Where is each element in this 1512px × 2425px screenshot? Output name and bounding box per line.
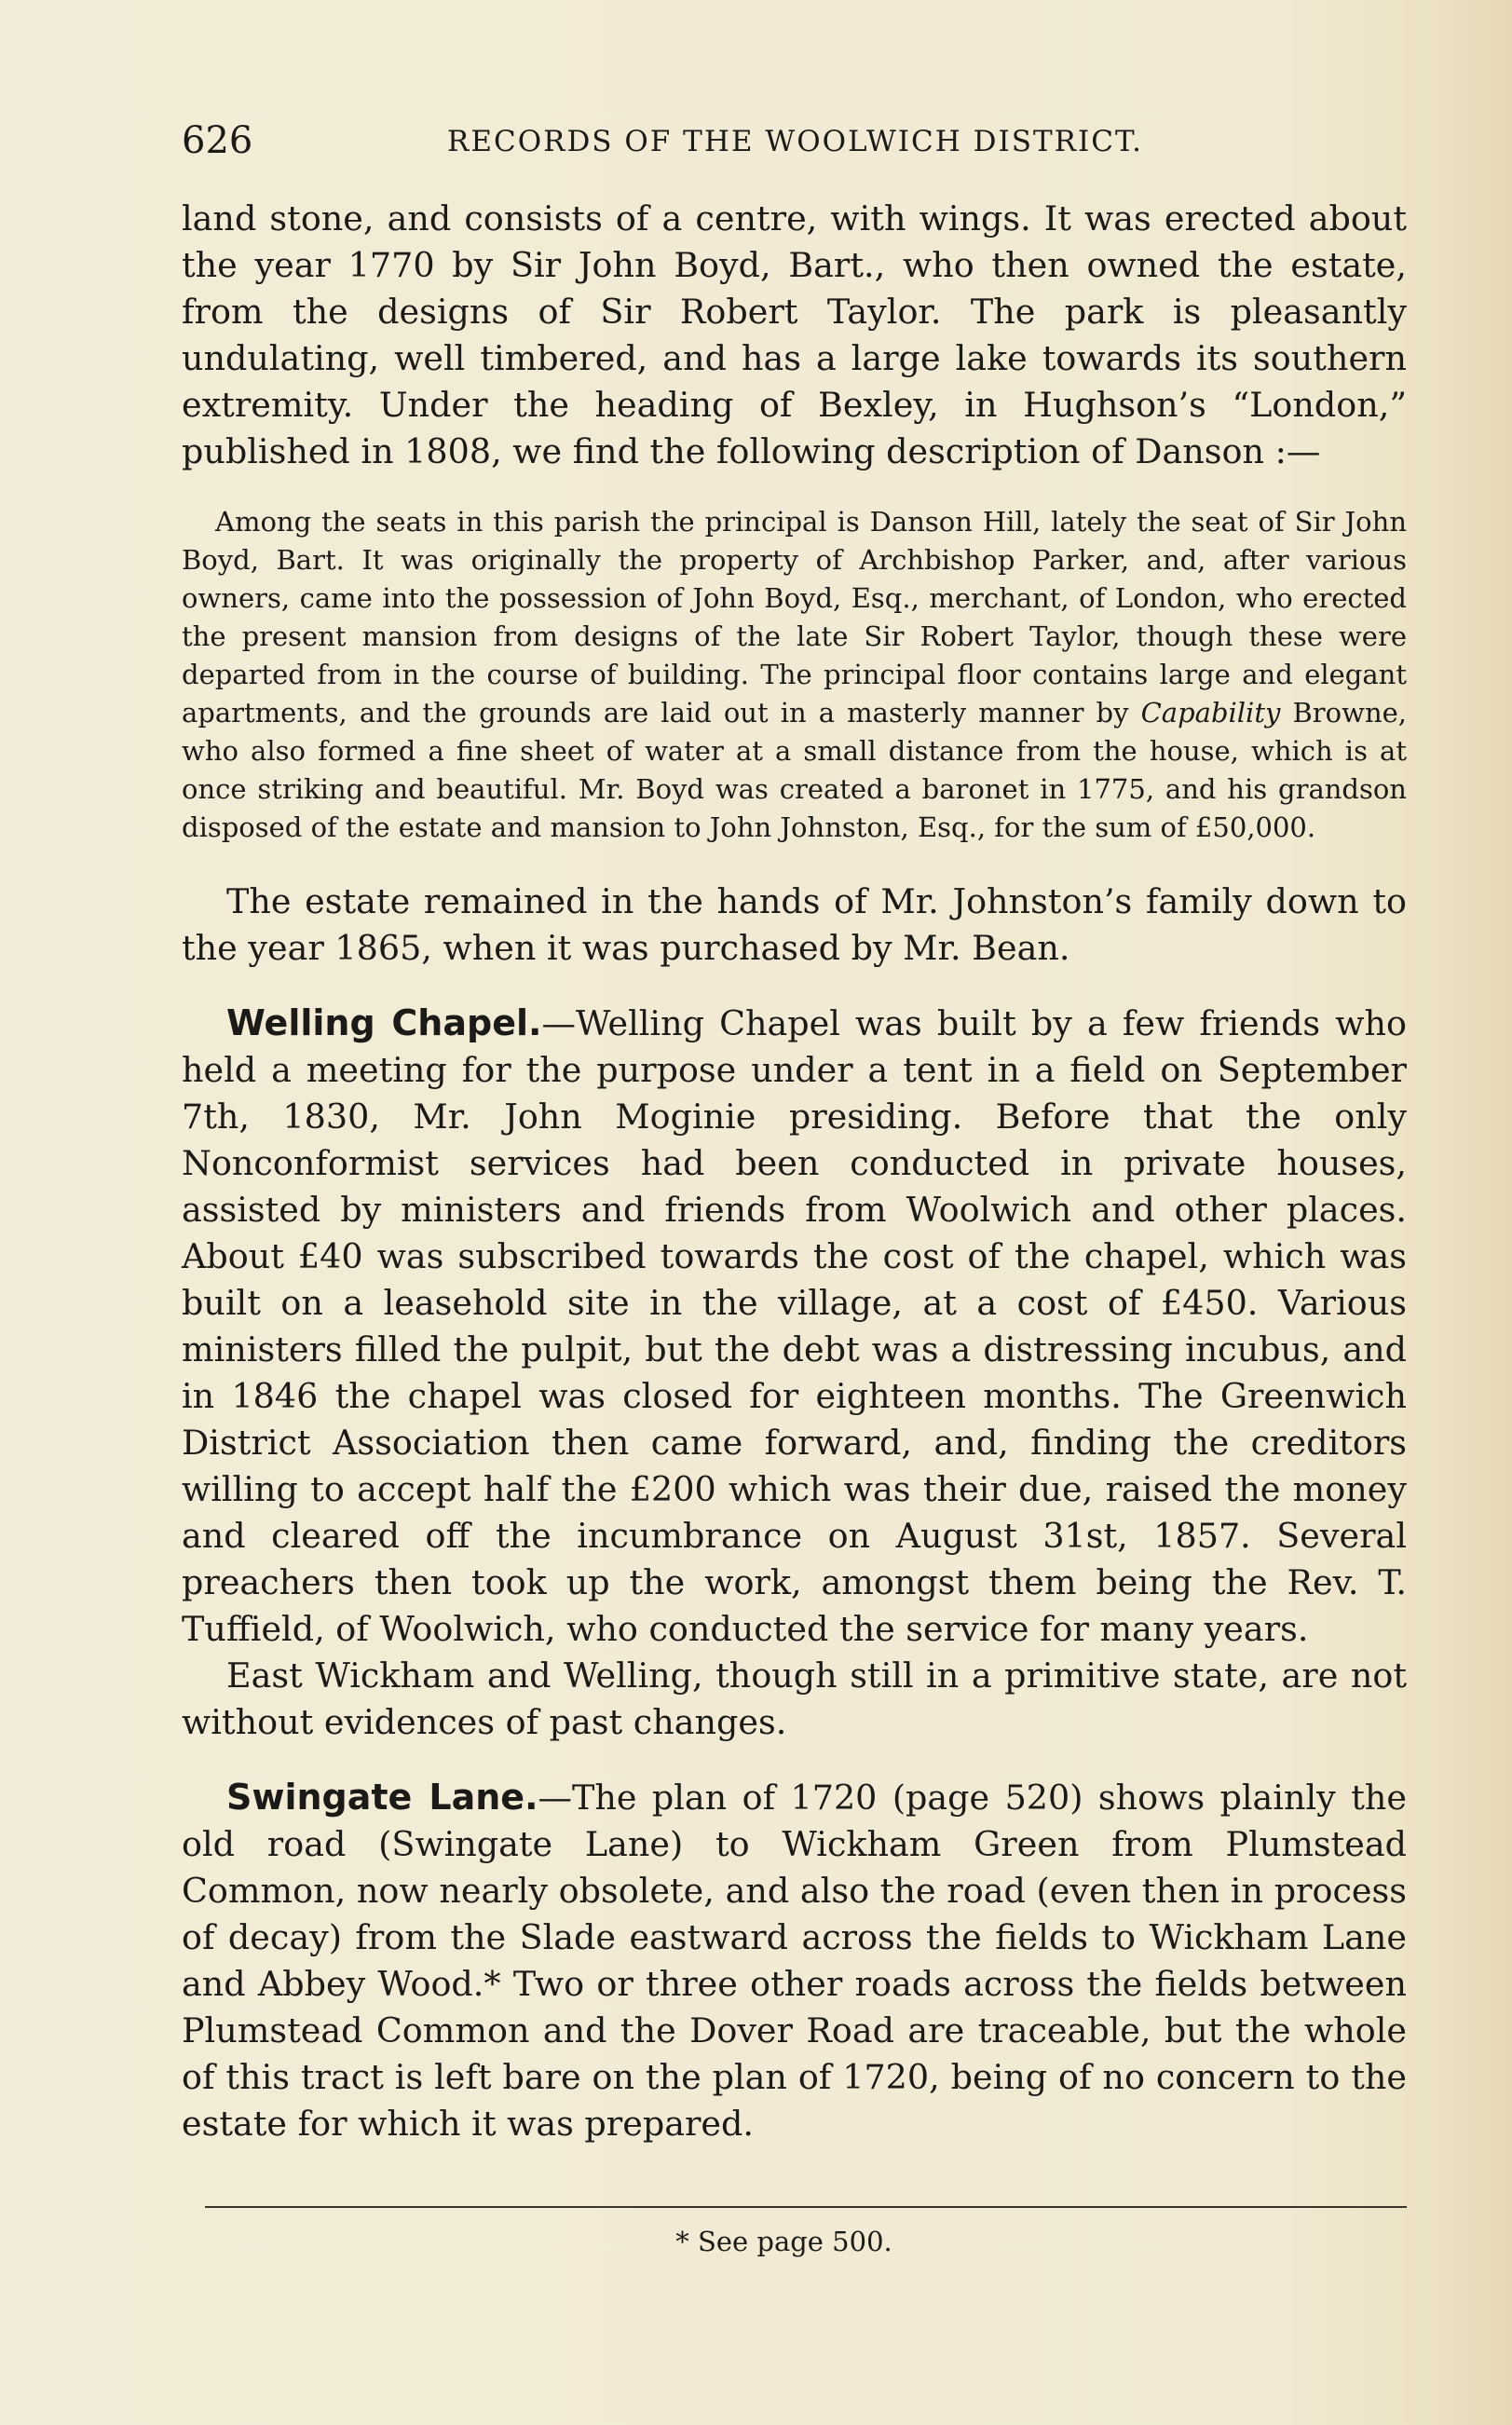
paragraph-swingate-lane [182,1774,1407,2147]
quoted-description [182,503,1407,847]
paragraph-estate-remained: The estate remained in the hands of Mr. Johnston’s family down to the year 1865, when it was purchased by Mr. Bean. [182,881,1407,968]
running-title: RECORDS OF THE WOOLWICH DISTRICT. [447,125,1143,158]
quote-text-part-1: Among the seats in this parish the principal is Danson Hill, lately the seat of Sir John Boyd, Bart. It was originally the property of Archbishop Parker, and, after various owners, came into the possession of John Boyd, Esq., merchant, of London, who erected the present mansion from designs of the late Sir Robert Taylor, though these were departed from in the course of building. The principal floor contains large and elegant apartments, and the grounds are laid out in a masterly manner by [182,506,1407,729]
section-heading-swingate-lane: Swingate Lane. [226,1777,538,1818]
page-number: 626 [182,119,253,162]
footnote-divider [205,2206,1407,2208]
welling-chapel-text: —Welling Chapel was built by a few friends who held a meeting for the purpose under a tent in a field on September 7th, 1830, Mr. John Moginie presiding. Before that the only Nonconformist services had been conducted in private houses, assisted by ministers and friends from Woolwich and other places. About £40 was subscribed towards the cost of the chapel, which was built on a leasehold site in the village, at a cost of £450. Various ministers filled the pulpit, but the debt was a distressing incubus, and in 1846 the chapel was closed for eighteen months. The Greenwich District Association then came forward, and, finding the creditors willing to accept half the £200 which was their due, raised the money and cleared off the incumbrance on August 31st, 1857. Several preachers then took up the work, amongst them being the Rev. T. Tuffield, of Woolwich, who conducted the service for many years. [182,1003,1408,1649]
section-heading-welling-chapel: Welling Chapel. [226,1002,542,1043]
quote-text-part-2: Browne, who also formed a fine sheet of water at a small distance from the house, which is at once striking and beautiful. Mr. Boyd was created a baronet in 1775, and his grandson disposed of the estate and mansion to John Johnston, Esq., for the sum of £50,000. [182,697,1407,843]
paragraph-danson-continued: land stone, and consists of a centre, with wings. It was erected about the year 1770 by Sir John Boyd, Bart., who then owned the estate, from the designs of Sir Robert Taylor. The park is pleasantly undulating, well timbered, and has a large lake towards its southern extremity. Under the heading of Bexley, in Hughson’s “London,” published in 1808, we find the following description of Danson :— [182,198,1407,471]
footnote-text: * See page 500. [675,2226,892,2257]
quote-italic-word: Capability [1140,697,1281,729]
running-head [182,119,1393,175]
body-text [182,196,1407,2147]
footnote [0,2226,1512,2257]
paragraph-welling-chapel [182,1000,1407,1653]
swingate-lane-text: —The plan of 1720 (page 520) shows plainly the old road (Swingate Lane) to Wickham Green from Plumstead Common, now nearly obsolete, and also the road (even then in process of decay) from the Slade eastward across the fields to Wickham Lane and Abbey Wood.* Two or three other roads across the fields between Plumstead Common and the Dover Road are traceable, but the whole of this tract is left bare on the plan of 1720, being of no concern to the estate for which it was prepared. [182,1778,1407,2144]
paragraph-east-wickham: East Wickham and Welling, though still in a primitive state, are not without evidences of past changes. [182,1655,1407,1742]
